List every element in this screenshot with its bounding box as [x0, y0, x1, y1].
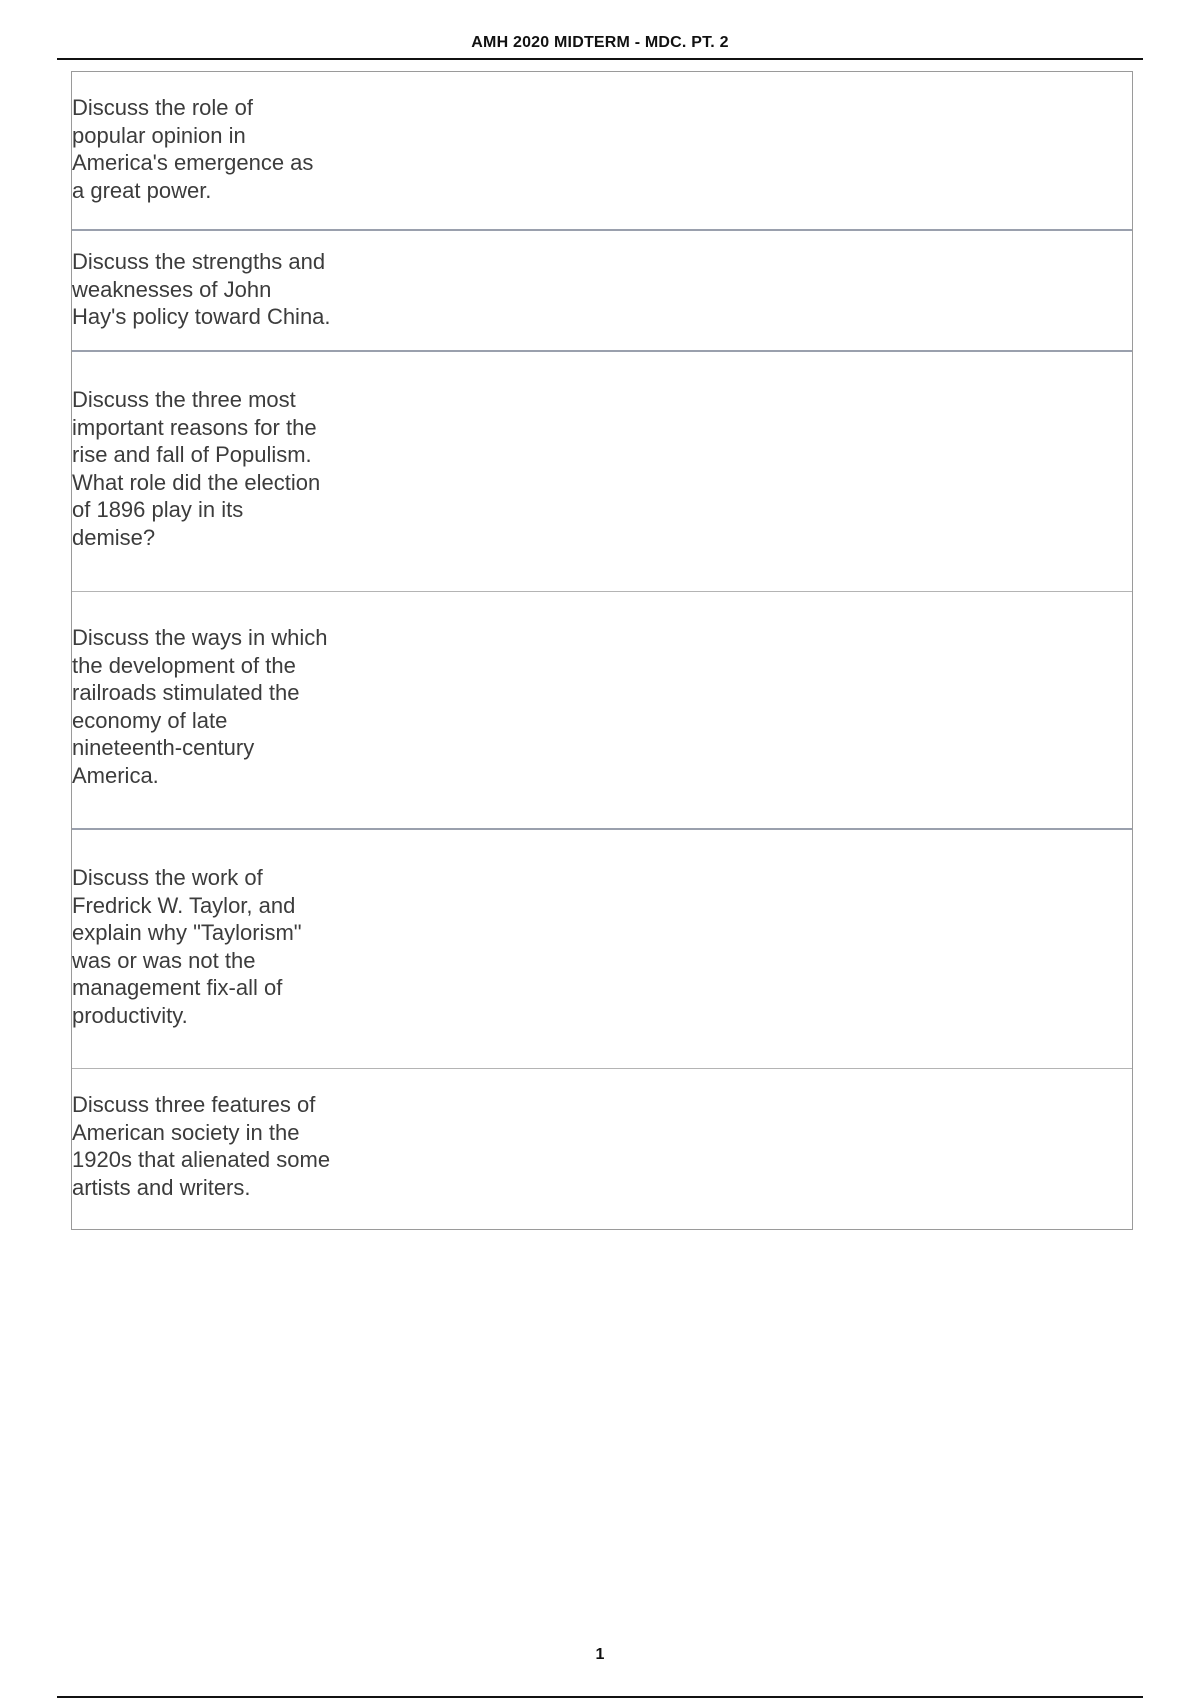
page-title: AMH 2020 MIDTERM - MDC. PT. 2 [471, 34, 729, 51]
question-row [72, 72, 1132, 231]
question-text: Discuss the strengths and weaknesses of John Hay's policy toward China. [72, 249, 331, 329]
question-text: Discuss the work of Fredrick W. Taylor, and explain why "Taylorism" was or was not the management fix-all of productivity. [72, 865, 302, 1028]
page-footer [57, 1642, 1143, 1698]
page-header [57, 30, 1143, 60]
question-text: Discuss the three most important reasons for the rise and fall of Populism. What role did the election of 1896 play in its demise? [72, 387, 321, 550]
question-row [72, 830, 1132, 1069]
question-row [72, 1069, 1132, 1229]
question-text: Discuss three features of American society in the 1920s that alienated some artists and writers. [72, 1092, 331, 1200]
question-text: Discuss the ways in which the development of the railroads stimulated the economy of late nineteenth-century America. [72, 625, 328, 788]
question-text: Discuss the role of popular opinion in America's emergence as a great power. [72, 95, 314, 203]
question-row [72, 592, 1132, 830]
question-row [72, 231, 1132, 352]
question-row [72, 352, 1132, 592]
page-number: 1 [595, 1646, 605, 1663]
question-table [71, 71, 1133, 1230]
